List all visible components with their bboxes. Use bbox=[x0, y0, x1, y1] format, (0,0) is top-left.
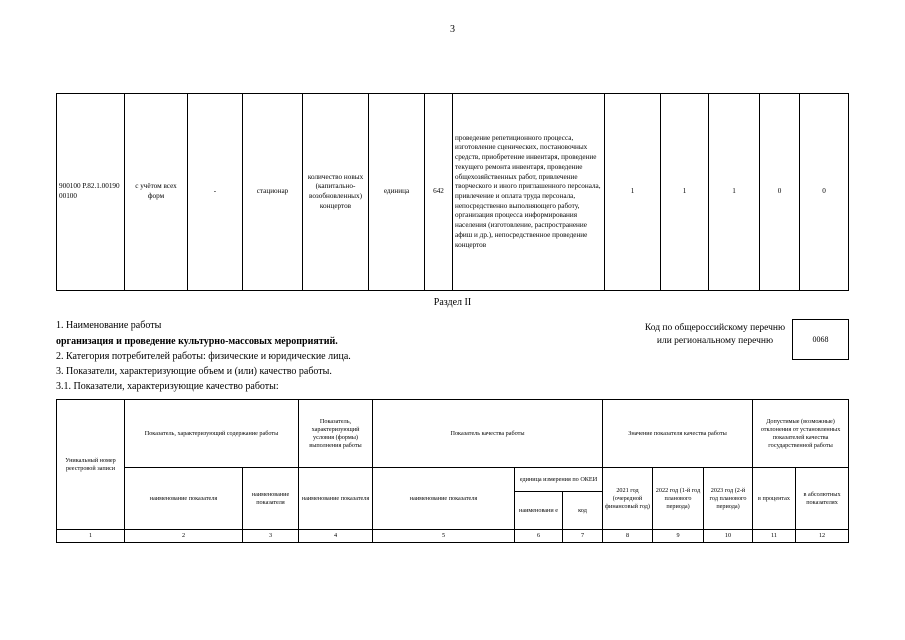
table-cell: 1 bbox=[709, 94, 760, 291]
table-header-row bbox=[57, 400, 849, 468]
table-cell: с учётом всех форм bbox=[125, 94, 188, 291]
column-number: 7 bbox=[563, 530, 603, 543]
work-name: организация и проведение культурно-массовых мероприятий. bbox=[56, 336, 338, 347]
header-unit-okei: единица измерения по ОКЕИ bbox=[515, 468, 603, 492]
section-title: Раздел II bbox=[433, 297, 472, 308]
column-number: 1 bbox=[57, 530, 125, 543]
header-naimen: наименовани е bbox=[515, 492, 563, 530]
header-year-2022: 2022 год (1-й год планового периода) bbox=[653, 468, 704, 530]
quality-indicators-table bbox=[56, 399, 849, 543]
table-cell: 0 bbox=[800, 94, 849, 291]
table-cell: количество новых (капитально-возобновленных) концертов bbox=[303, 94, 369, 291]
header-year-2021: 2021 год (очередной финансовый год) bbox=[603, 468, 653, 530]
column-number: 9 bbox=[653, 530, 704, 543]
column-number: 3 bbox=[243, 530, 299, 543]
registry-number: 900100 Р.82.1.00190 00100 bbox=[57, 94, 125, 291]
header-name-ind: наименование показателя bbox=[125, 468, 243, 530]
work-name-label: 1. Наименование работы bbox=[56, 320, 162, 331]
consumer-category: 2. Категория потребителей работы: физические и юридические лица. bbox=[56, 351, 351, 362]
column-number: 6 bbox=[515, 530, 563, 543]
indicators-heading: 3. Показатели, характеризующие объем и (или) качество работы. bbox=[56, 366, 332, 377]
column-number: 11 bbox=[753, 530, 796, 543]
header-deviations: Допустимые (возможные) отклонения от установленных показателей качества государственной работы bbox=[753, 400, 849, 468]
header-percent: в процентах bbox=[753, 468, 796, 530]
column-number: 10 bbox=[704, 530, 753, 543]
header-kod: код bbox=[563, 492, 603, 530]
table-cell: единица bbox=[369, 94, 425, 291]
header-registry: Уникальный номер реестровой записи bbox=[57, 400, 125, 530]
column-number: 2 bbox=[125, 530, 243, 543]
header-name-ind: наименование показателя bbox=[243, 468, 299, 530]
table-cell: - bbox=[188, 94, 243, 291]
table-cell: 1 bbox=[661, 94, 709, 291]
header-name-ind: наименование показателя bbox=[299, 468, 373, 530]
header-quality: Показатель качества работы bbox=[373, 400, 603, 468]
column-number: 4 bbox=[299, 530, 373, 543]
column-number: 5 bbox=[373, 530, 515, 543]
table-cell: стационар bbox=[243, 94, 303, 291]
header-values: Значение показателя качества работы bbox=[603, 400, 753, 468]
column-number: 12 bbox=[796, 530, 849, 543]
work-description: проведение репетиционного процесса, изготовление сценических, постановочных средств, приобретение инвентаря, проведение текущего ремонта инвентаря, проведение общехозяйственных работ, привлечение творческого и иного приглашенного персонала, привлечение и оплата труда персонала, непосредственно выполняющего работу, организация процесса информирования населения (изготовление, распространение афиш и др.), непосредственное проведение концертов bbox=[453, 94, 605, 291]
header-absolute: в абсолютных показателях bbox=[796, 468, 849, 530]
header-year-2023: 2023 год (2-й год планового периода) bbox=[704, 468, 753, 530]
code-value: 0068 bbox=[792, 319, 849, 360]
header-name-ind: наименование показателя bbox=[373, 468, 515, 530]
table-header-row bbox=[57, 468, 849, 492]
table-cell: 1 bbox=[605, 94, 661, 291]
header-conditions: Показатель, характеризующий условия (формы) выполнения работы bbox=[299, 400, 373, 468]
table-row bbox=[57, 94, 849, 291]
table-cell: 0 bbox=[760, 94, 800, 291]
code-label: Код по общероссийскому перечню или региональному перечню bbox=[644, 323, 786, 346]
column-number: 8 bbox=[603, 530, 653, 543]
quality-values-table bbox=[56, 93, 849, 291]
table-cell: 642 bbox=[425, 94, 453, 291]
quality-heading: 3.1. Показатели, характеризующие качество работы: bbox=[56, 381, 279, 392]
header-content: Показатель, характеризующий содержание работы bbox=[125, 400, 299, 468]
page-number: 3 bbox=[450, 24, 455, 35]
table-number-row bbox=[57, 530, 849, 543]
